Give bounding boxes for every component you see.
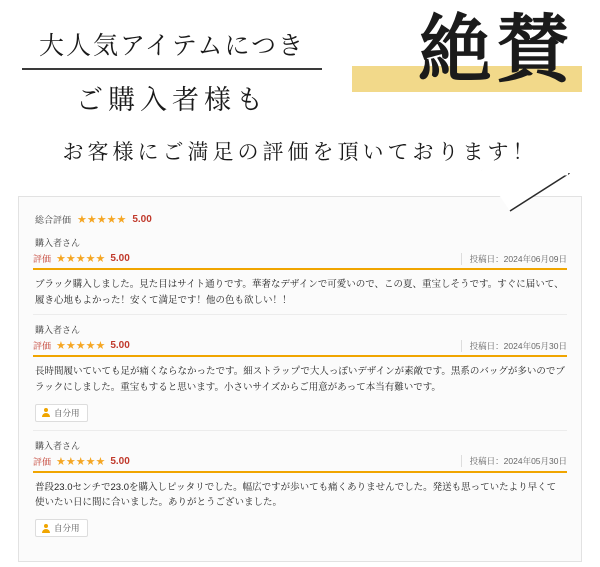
person-icon xyxy=(41,408,50,417)
header xyxy=(0,0,600,164)
speech-bubble-tail-icon xyxy=(480,168,570,212)
overall-stars-icon: ★★★★★ xyxy=(77,214,127,226)
reviewer-name: 購入者さん xyxy=(35,325,81,336)
review-divider xyxy=(33,314,567,315)
overall-rating xyxy=(35,213,567,226)
rating-left-group xyxy=(33,252,130,265)
stamp-text: 絶賛 xyxy=(418,10,574,92)
review-body: 長時間履いていても足が痛くならなかったです。細ストラップで大人っぽいデザインが素敵です。黒系のバッグが多いのでブラックにしました。重宝もすると思います。小さいサイズからご用意があって本当有難いです。 xyxy=(35,366,565,394)
review-item xyxy=(33,236,567,315)
purpose-label: 自分用 xyxy=(54,407,80,418)
review-date: 投稿日：2024年05月30日 xyxy=(461,455,567,467)
rating-left-group xyxy=(33,455,130,468)
headline-line2: ご購入者様も xyxy=(76,85,268,115)
review-body: ブラック購入しました。見た目はサイト通りです。華奢なデザインで可愛いので、この夏、重宝しそうです。すぐに届いて、履き心地もよかった！安くて満足です！他の色も欲しい！！ xyxy=(35,279,564,306)
rating-label: 評価 xyxy=(33,341,52,352)
rating-left-group xyxy=(33,339,130,352)
rating-label: 評価 xyxy=(33,254,52,264)
rating-label: 評価 xyxy=(33,456,52,467)
review-stars-icon: ★★★★★ xyxy=(56,340,106,353)
review-divider xyxy=(33,430,567,431)
review-score: 5.00 xyxy=(110,455,130,467)
reviews-card xyxy=(18,196,582,562)
reviewer-name: 購入者さん xyxy=(35,440,81,451)
review-rating-row xyxy=(33,339,567,357)
purpose-badge xyxy=(35,404,88,422)
review-item xyxy=(33,439,567,543)
reviewer-name: 購入者さん xyxy=(35,238,81,248)
overall-rating-label: 総合評価 xyxy=(35,215,72,225)
person-icon xyxy=(41,524,50,533)
review-score: 5.00 xyxy=(110,340,130,352)
purpose-label: 自分用 xyxy=(54,523,80,534)
review-score: 5.00 xyxy=(110,253,130,264)
headline-line1: 大人気アイテムにつき xyxy=(22,26,322,70)
review-date: 投稿日：2024年05月30日 xyxy=(461,340,567,352)
review-date: 投稿日：2024年06月09日 xyxy=(461,253,567,265)
headline-group xyxy=(22,26,322,123)
review-stars-icon: ★★★★★ xyxy=(56,455,106,468)
review-item xyxy=(33,323,567,430)
headline-subline: お客様にご満足の評価を頂いております！ xyxy=(62,140,538,164)
review-body: 普段23.0センチで23.0を購入しピッタリでした。幅広ですが歩いても痛くありませんでした。発送も思っていたより早くて使いたい日に間に合いました。ありがとうございました。 xyxy=(35,481,557,509)
overall-score: 5.00 xyxy=(132,214,152,225)
review-stars-icon: ★★★★★ xyxy=(56,253,106,265)
purpose-badge xyxy=(35,519,88,537)
review-rating-row xyxy=(33,455,567,473)
review-rating-row xyxy=(33,252,567,270)
